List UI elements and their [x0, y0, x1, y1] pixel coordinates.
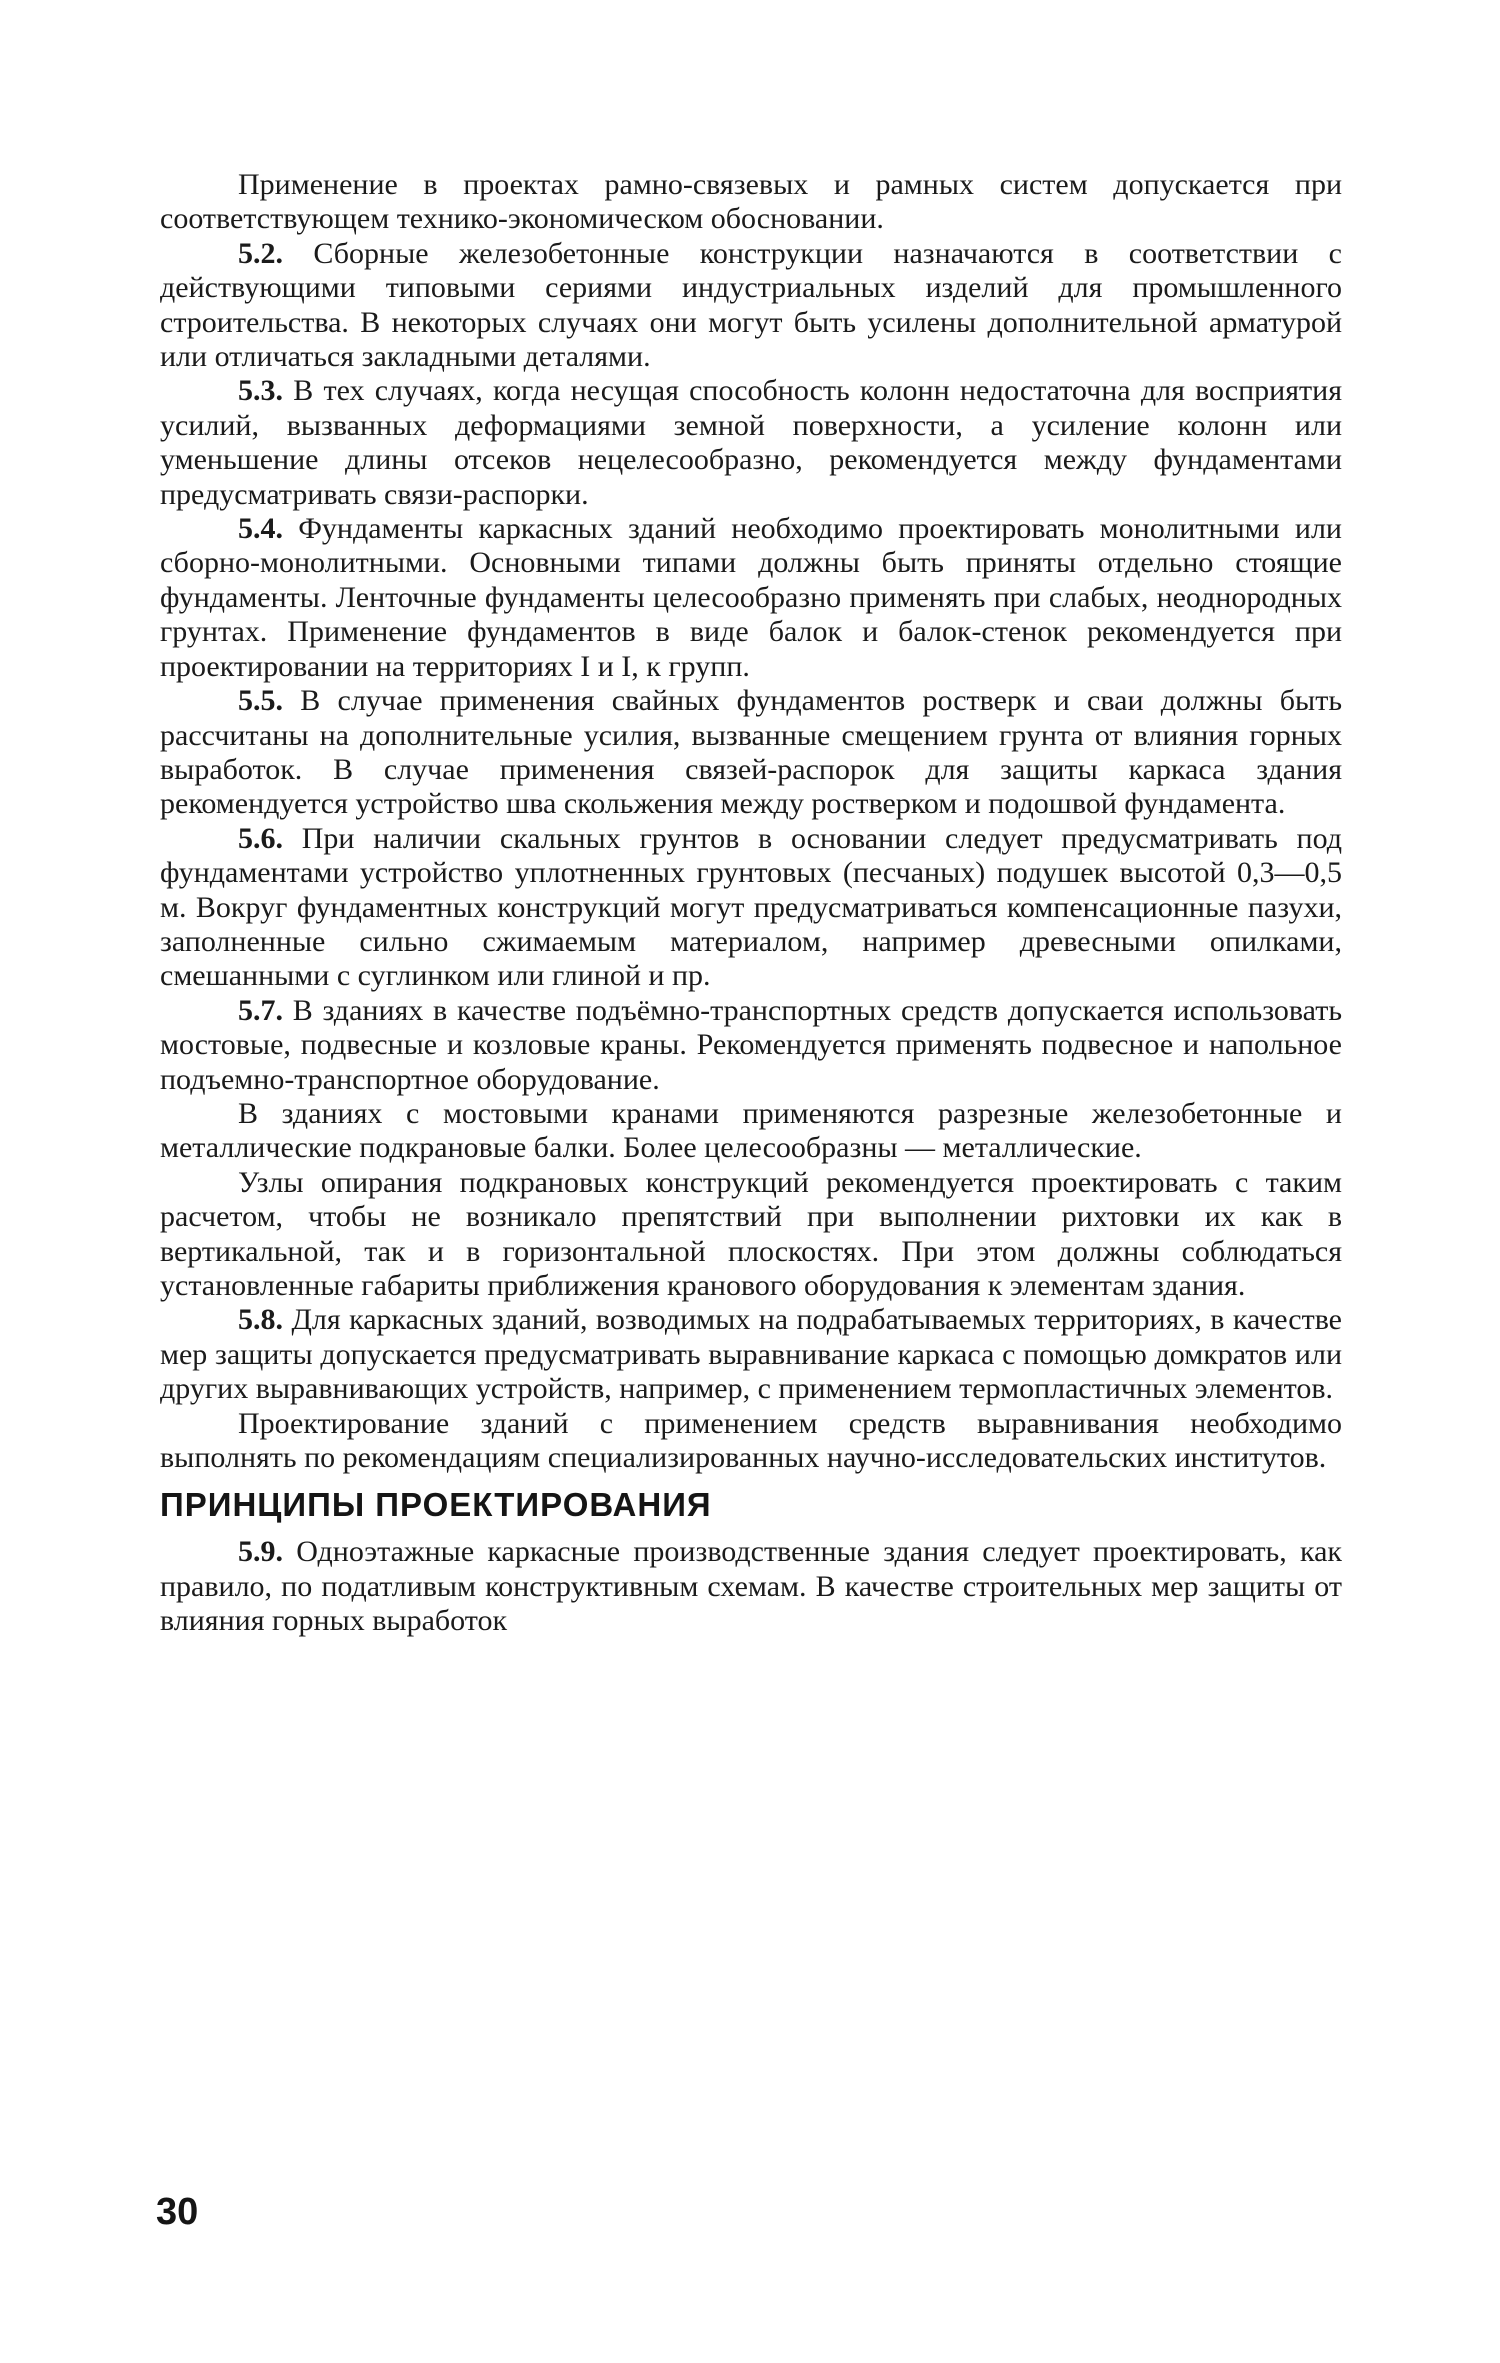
paragraph	[160, 168, 1342, 237]
paragraph	[160, 994, 1342, 1097]
paragraph-text: Сборные железобетонные конструкции назначаются в соответствии с действующими типовыми сериями индустриальных изделий для промышленного строительства. В некоторых случаях они могут быть усилены дополнительной арматурой или отличаться закладными деталями.	[160, 236, 1342, 374]
paragraph-text: Одноэтажные каркасные производственные здания следует проектировать, как правило, по податливым конструктивным схемам. В качестве строительных мер защиты от влияния горных выработок	[160, 1535, 1343, 1638]
paragraph-text: Применение в проектах рамно-связевых и рамных систем допускается при соответствующем технико-экономическом обосновании.	[160, 168, 1342, 236]
paragraph-text: Для каркасных зданий, возводимых на подрабатываемых территориях, в качестве мер защиты допускается предусматривать выравнивание каркаса с помощью домкратов или других выравнивающих устройств, например, с применением термопластичных элементов.	[160, 1303, 1342, 1406]
clause-number: 5.3.	[238, 374, 283, 408]
paragraph-text: При наличии скальных грунтов в основании следует предусматривать под фундаментами устройство уплотненных грунтовых (песчаных) подушек высотой 0,3—0,5 м. Вокруг фундаментных конструкций могут предусматриваться компенсационные пазухи, заполненные сильно сжимаемым материалом, например древесными опилками, смешанными с суглинком или глиной и пр.	[160, 821, 1342, 993]
paragraph	[160, 374, 1342, 512]
paragraph-text: В зданиях с мостовыми кранами применяются разрезные железобетонные и металлические подкрановые балки. Более целесообразны — металлические.	[160, 1096, 1342, 1165]
paragraph	[160, 1407, 1342, 1476]
clause-number: 5.8.	[238, 1303, 283, 1337]
paragraph	[160, 1303, 1342, 1406]
clause-number: 5.7.	[238, 993, 283, 1027]
clause-number: 5.6.	[238, 821, 283, 855]
paragraph	[160, 822, 1342, 994]
paragraph-text: Проектирование зданий с применением средств выравнивания необходимо выполнять по рекомендациям специализированных научно-исследовательских институтов.	[160, 1406, 1342, 1475]
paragraph	[160, 512, 1342, 684]
paragraph	[160, 1097, 1342, 1166]
clause-number: 5.5.	[238, 684, 283, 718]
clause-number: 5.9.	[238, 1535, 283, 1569]
paragraph-text: Фундаменты каркасных зданий необходимо проектировать монолитными или сборно-монолитными. Основными типами должны быть приняты отдельно стоящие фундаменты. Ленточные фундаменты целесообразно применять при слабых, неоднородных грунтах. Применение фундаментов в виде балок и балок-стенок рекомендуется при проектировании на территориях I и I, к групп.	[160, 512, 1342, 683]
clause-number: 5.4.	[238, 512, 283, 546]
paragraph-text: В тех случаях, когда несущая способность колонн недостаточна для восприятия усилий, вызванных деформациями земной поверхности, а усиление колонн или уменьшение длины отсеков нецелесообразно, рекомендуется между фундаментами предусматривать связи-распорки.	[160, 374, 1342, 511]
paragraph	[160, 237, 1342, 375]
paragraph	[160, 1166, 1342, 1304]
paragraph	[160, 684, 1342, 822]
text-column	[160, 168, 1342, 1639]
paragraph	[160, 1535, 1342, 1638]
paragraph-text: В зданиях в качестве подъёмно-транспортных средств допускается использовать мостовые, подвесные и козловые краны. Рекомендуется применять подвесное и напольное подъемно-транспортное оборудование.	[160, 993, 1342, 1096]
paragraph-text: В случае применения свайных фундаментов ростверк и сваи должны быть рассчитаны на дополнительные усилия, вызванные смещением грунта от влияния горных выработок. В случае применения связей-распорок для защиты каркаса здания рекомендуется устройство шва скольжения между ростверком и подошвой фундамента.	[160, 684, 1343, 821]
clause-number: 5.2.	[238, 236, 283, 270]
section-heading: ПРИНЦИПЫ ПРОЕКТИРОВАНИЯ	[160, 1486, 712, 1524]
page-number: 30	[156, 2191, 199, 2233]
paragraph-text: Узлы опирания подкрановых конструкций рекомендуется проектировать с таким расчетом, чтобы не возникало препятствий при выполнении рихтовки их как в вертикальной, так и в горизонтальной плоскостях. При этом должны соблюдаться установленные габариты приближения кранового оборудования к элементам здания.	[160, 1165, 1342, 1302]
